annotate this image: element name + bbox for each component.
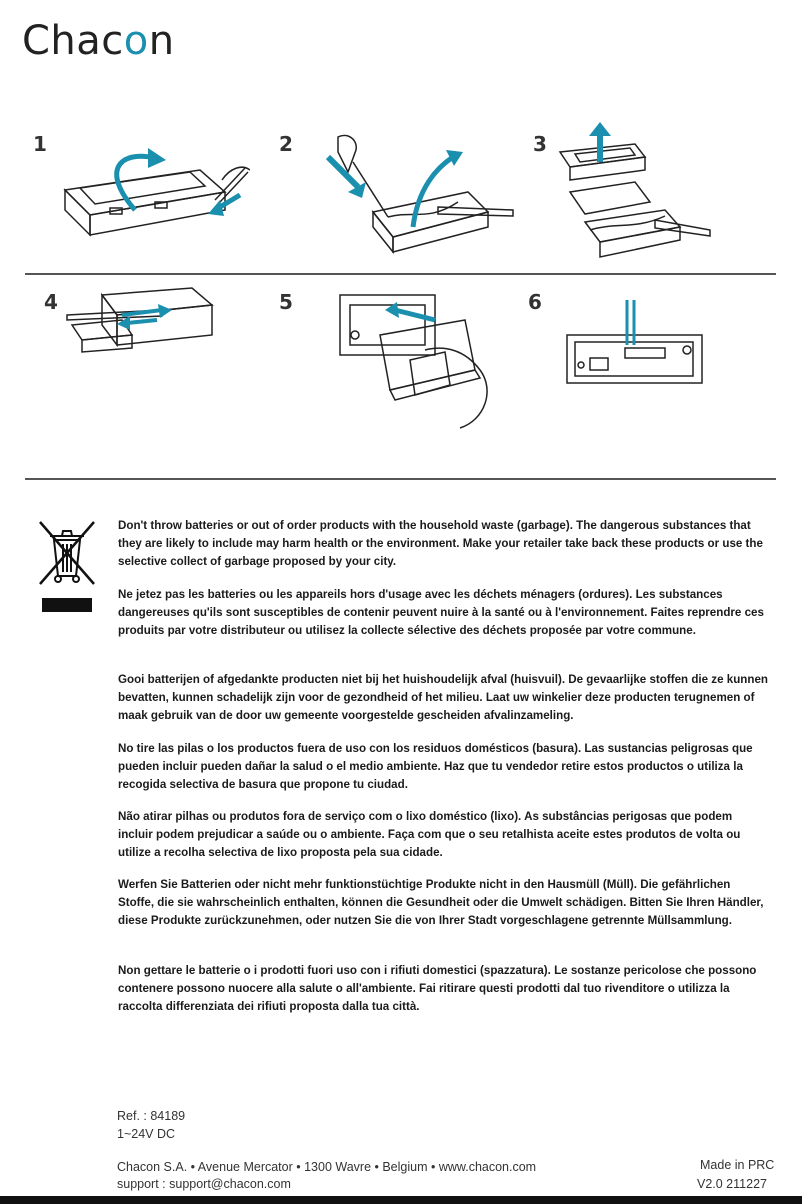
divider-top [25,273,776,275]
paragraph-pt: Não atirar pilhas ou produtos fora de serviço com o lixo doméstico (lixo). As substâncias perigosas que podem incluir podem prejudicar a saúde ou o ambiente. Faça com que o seu retalhista aceite estes produtos de volta ou utilize a recolha selectiva de lixo proposta pela sua cidade. [118,810,741,859]
paragraph-en: Don't throw batteries or out of order products with the household waste (garbage). The dangerous substances that they are likely to include may harm health or the environment. Make your retailer take back these products or use the selective collect of garbage proposed by your city. [118,519,763,568]
disposal-text-fr [118,586,768,640]
step-number-3: 3 [533,132,547,156]
step-1-illustration [60,140,250,250]
step-number-1: 1 [33,132,47,156]
step-4-illustration [62,280,222,360]
step-number-6: 6 [528,290,542,314]
disposal-text-de [118,876,768,930]
disposal-text-nl [118,671,768,725]
logo-text-end: n [148,18,175,64]
paragraph-it: Non gettare le batterie o i prodotti fuori uso con i rifiuti domestici (spazzatura). Le sostanze pericolose che possono contenere possono nuocere alla salute o all'ambiente. Fai ritirare questi prodotti dal tuo rivenditore o utilizza la raccolta differenziata dei rifiuti proposta dalla tua città. [118,964,757,1013]
paragraph-fr: Ne jetez pas les batteries ou les appareils hors d'usage avec les déchets ménagers (ordures). Les substances dangereuses qu'ils sont susceptibles de contenir peuvent nuire à la santé ou à l'environnement. Faites reprendre ces produits par votre distributeur ou utilisez la collecte sélective des déchets proposée par votre commune. [118,588,764,637]
step-2-illustration [318,132,518,257]
step-3-illustration [555,122,715,262]
made-in-label: Made in PRC [700,1158,775,1172]
step-number-4: 4 [44,290,58,314]
reference-number: Ref. : 84189 [117,1109,186,1123]
logo-text-start: Chac [22,18,124,64]
paragraph-nl: Gooi batterijen of afgedankte producten niet bij het huishoudelijk afval (huisvuil). De gevaarlijke stoffen die ze kunnen bevatten, kunnen schadelijk zijn voor de gezondheid of het milieu. Laat uw winkelier deze producten terugnemen of maak gebruik van de door uw gemeente voorgestelde gescheiden afvalinzameling. [118,673,768,722]
voltage-rating: 1~24V DC [117,1127,176,1141]
version-label: V2.0 211227 [697,1177,767,1191]
chacon-logo [22,18,175,64]
disposal-text-en [118,517,768,571]
disposal-text-pt [118,808,768,862]
bottom-bar [0,1196,802,1204]
support-email: support : support@chacon.com [117,1177,291,1191]
paragraph-de: Werfen Sie Batterien oder nicht mehr funktionstüchtige Produkte nicht in den Hausmüll (Müll). Die gefährlichen Stoffe, die sie wahrscheinlich enthalten, können die Gesundheit oder die Umwelt schädigen. Bitten Sie Ihren Händler, diese Produkte zurückzunehmen, oder nutzen Sie die von Ihrer Stadt vorgeschlagene getrennte Müllsammlung. [118,878,764,927]
step-6-illustration [565,300,705,385]
logo-accent-letter: o [123,18,149,64]
step-number-2: 2 [279,132,293,156]
divider-bottom [25,478,776,480]
step-5-illustration [335,290,505,430]
disposal-text-es [118,740,768,794]
disposal-text-it [118,962,768,1016]
company-address: Chacon S.A. • Avenue Mercator • 1300 Wavre • Belgium • www.chacon.com [117,1160,537,1174]
crossed-out-bin-icon [36,518,98,614]
step-number-5: 5 [279,290,293,314]
paragraph-es: No tire las pilas o los productos fuera de uso con los residuos domésticos (basura). Las sustancias peligrosas que pueden incluir pueden dañar la salud o el medio ambiente. Haz que tu vendedor retire estos productos o utiliza la recogida selectiva de basura que propone tu ciudad. [118,742,753,791]
